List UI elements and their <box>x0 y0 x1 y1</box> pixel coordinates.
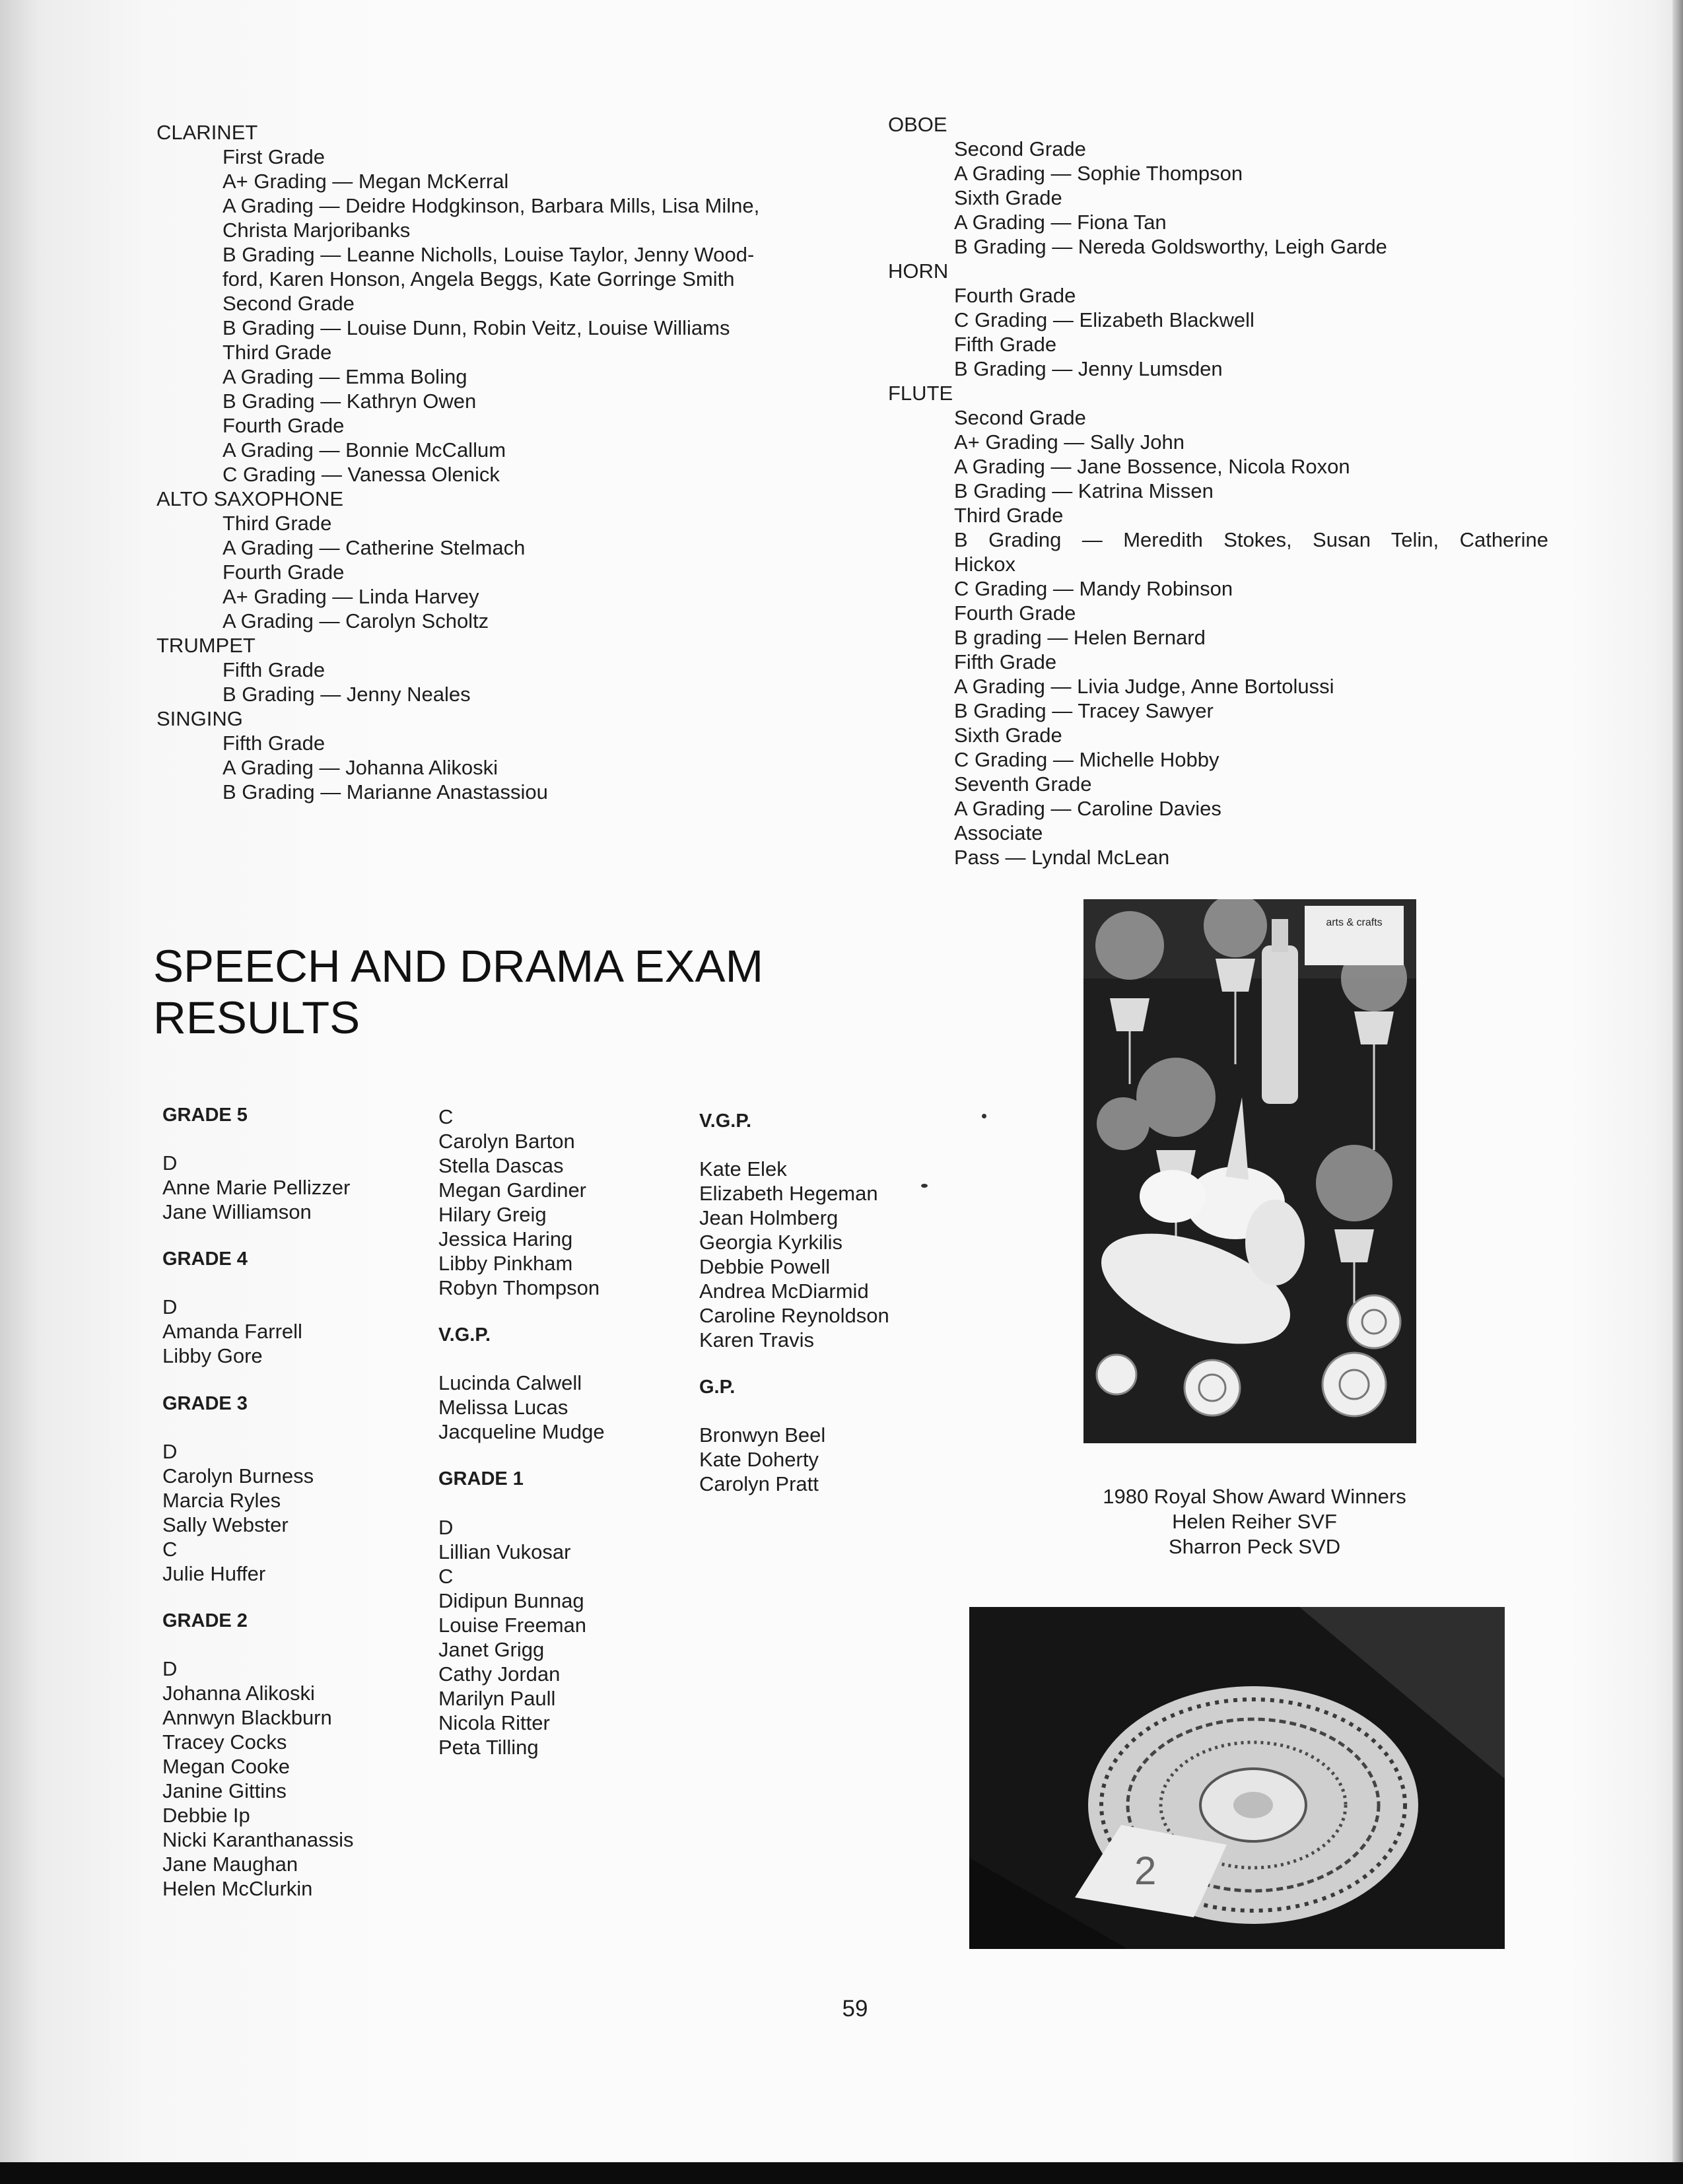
photo-caption-line-2: Helen Reiher SVF <box>1172 1510 1337 1533</box>
result-line: A Grading — Jane Bossence, Nicola Roxon <box>954 455 1350 478</box>
result-line: Fifth Grade <box>954 650 1057 673</box>
instrument-heading: Libby Gore <box>162 1344 263 1367</box>
result-line: ford, Karen Honson, Angela Beggs, Kate Gorringe Smith <box>223 267 735 290</box>
section-heading: G.P. <box>699 1377 736 1398</box>
royal-show-unicorn-photo <box>1083 899 1416 1443</box>
instrument-heading: Jessica Haring <box>438 1227 573 1250</box>
instrument-heading: C <box>438 1105 454 1128</box>
result-line: Second Grade <box>954 137 1086 160</box>
instrument-heading: Carolyn Barton <box>438 1130 575 1153</box>
result-line: A Grading — Fiona Tan <box>954 211 1167 234</box>
instrument-heading: FLUTE <box>888 382 953 405</box>
instrument-heading: Janine Gittins <box>162 1779 287 1802</box>
instrument-heading: Jane Maughan <box>162 1853 298 1876</box>
instrument-heading: Kate Elek <box>699 1157 787 1180</box>
instrument-heading: Megan Gardiner <box>438 1178 587 1202</box>
section-heading: V.G.P. <box>699 1110 752 1132</box>
result-line: Third Grade <box>223 512 332 535</box>
result-line: Third Grade <box>954 504 1064 527</box>
result-line: A+ Grading — Linda Harvey <box>223 585 479 608</box>
result-line: Hickox <box>954 553 1016 576</box>
result-line: C Grading — Elizabeth Blackwell <box>954 308 1254 331</box>
result-line: Fifth Grade <box>223 658 326 681</box>
instrument-heading: Marilyn Paull <box>438 1687 556 1710</box>
result-line: A Grading — Emma Boling <box>223 365 467 388</box>
result-line: Second Grade <box>223 292 355 315</box>
result-line: Third Grade <box>223 341 332 364</box>
instrument-heading: Jacqueline Mudge <box>438 1420 605 1443</box>
result-line: C Grading — Michelle Hobby <box>954 748 1219 771</box>
instrument-heading: Carolyn Burness <box>162 1464 314 1487</box>
instrument-heading: Karen Travis <box>699 1328 815 1351</box>
page-edge-right <box>1672 0 1683 2184</box>
photo-caption-line-3: Sharron Peck SVD <box>1168 1535 1341 1558</box>
instrument-heading: Nicki Karanthanassis <box>162 1828 354 1851</box>
arts-crafts-sign-text: arts & crafts <box>1326 917 1383 928</box>
result-line: Sixth Grade <box>954 186 1062 209</box>
instrument-heading: Jane Williamson <box>162 1200 312 1223</box>
instrument-heading: Helen McClurkin <box>162 1877 313 1900</box>
result-line: A Grading — Deidre Hodgkinson, Barbara Mills, Lisa Milne, <box>223 194 760 217</box>
doily-image <box>969 1607 1505 1949</box>
page-edge-bottom <box>0 2162 1683 2184</box>
instrument-heading: Kate Doherty <box>699 1448 819 1471</box>
instrument-heading: D <box>162 1657 178 1680</box>
instrument-heading: D <box>438 1516 454 1539</box>
instrument-heading: Debbie Powell <box>699 1255 831 1278</box>
instrument-heading: Tracey Cocks <box>162 1730 287 1754</box>
instrument-heading: Debbie Ip <box>162 1804 250 1827</box>
instrument-heading: Annwyn Blackburn <box>162 1706 332 1729</box>
result-line: B Grading — Katrina Missen <box>954 479 1214 502</box>
result-line: B Grading — Nereda Goldsworthy, Leigh Garde <box>954 235 1387 258</box>
instrument-heading: TRUMPET <box>156 634 256 657</box>
instrument-heading: D <box>162 1440 178 1463</box>
result-line: A Grading — Bonnie McCallum <box>223 438 506 461</box>
result-line: A+ Grading — Megan McKerral <box>223 170 509 193</box>
ribbon-number: 2 <box>1134 1849 1157 1893</box>
section-heading: GRADE 5 <box>162 1105 248 1126</box>
doily-award-photo <box>969 1607 1505 1949</box>
instrument-heading: Robyn Thompson <box>438 1276 600 1299</box>
instrument-heading: Jean Holmberg <box>699 1206 839 1229</box>
instrument-heading: Caroline Reynoldson <box>699 1304 889 1327</box>
section-heading: GRADE 2 <box>162 1610 248 1631</box>
result-line: A Grading — Sophie Thompson <box>954 162 1243 185</box>
instrument-heading: Elizabeth Hegeman <box>699 1182 878 1205</box>
result-line: B Grading — Tracey Sawyer <box>954 699 1214 722</box>
result-line: A Grading — Johanna Alikoski <box>223 756 498 779</box>
instrument-heading: Anne Marie Pellizzer <box>162 1176 351 1199</box>
instrument-heading: Amanda Farrell <box>162 1320 302 1343</box>
result-line: Fifth Grade <box>954 333 1057 356</box>
instrument-heading: Carolyn Pratt <box>699 1472 819 1495</box>
result-line: Fourth Grade <box>223 561 345 584</box>
instrument-heading: Hilary Greig <box>438 1203 547 1226</box>
instrument-heading: Lillian Vukosar <box>438 1540 571 1563</box>
result-line: Christa Marjoribanks <box>223 219 411 242</box>
result-line: Seventh Grade <box>954 772 1092 796</box>
result-line: First Grade <box>223 145 326 168</box>
result-line: Sixth Grade <box>954 724 1062 747</box>
instrument-heading: D <box>162 1295 178 1318</box>
instrument-heading: Johanna Alikoski <box>162 1682 315 1705</box>
instrument-heading: Julie Huffer <box>162 1562 266 1585</box>
result-line: B Grading — Marianne Anastassiou <box>223 780 548 803</box>
result-line: B Grading — Louise Dunn, Robin Veitz, Louise Williams <box>223 316 730 339</box>
result-line: Fourth Grade <box>954 284 1076 307</box>
instrument-heading: C <box>438 1565 454 1588</box>
instrument-heading: Bronwyn Beel <box>699 1423 826 1447</box>
result-line: Pass — Lyndal McLean <box>954 846 1170 869</box>
instrument-heading: Megan Cooke <box>162 1755 291 1778</box>
result-line: Second Grade <box>954 406 1086 429</box>
instrument-heading: Janet Grigg <box>438 1638 545 1661</box>
section-heading: GRADE 3 <box>162 1393 248 1414</box>
result-line: Associate <box>954 821 1043 844</box>
instrument-heading: Stella Dascas <box>438 1154 564 1177</box>
instrument-heading: Cathy Jordan <box>438 1662 561 1686</box>
instrument-heading: ALTO SAXOPHONE <box>156 487 344 510</box>
result-line: C Grading — Vanessa Olenick <box>223 463 500 486</box>
result-line: B Grading — Leanne Nicholls, Louise Taylor, Jenny Wood- <box>223 243 755 266</box>
result-line: Fifth Grade <box>223 732 326 755</box>
result-line: B Grading — Kathryn Owen <box>223 390 477 413</box>
photo-caption-line-1: 1980 Royal Show Award Winners <box>1103 1485 1406 1508</box>
result-line: Fourth Grade <box>954 601 1076 625</box>
result-line: B Grading — Meredith Stokes, Susan Telin, Catherine <box>954 528 1548 551</box>
instrument-heading: D <box>162 1151 178 1175</box>
instrument-heading: Peta Tilling <box>438 1736 539 1759</box>
result-line: Fourth Grade <box>223 414 345 437</box>
instrument-heading: SINGING <box>156 707 243 730</box>
instrument-heading: Melissa Lucas <box>438 1396 568 1419</box>
result-line: A Grading — Catherine Stelmach <box>223 536 526 559</box>
result-line: C Grading — Mandy Robinson <box>954 577 1233 600</box>
result-line: A Grading — Carolyn Scholtz <box>223 609 489 632</box>
result-line: A Grading — Caroline Davies <box>954 797 1221 820</box>
instrument-heading: Sally Webster <box>162 1513 289 1536</box>
instrument-heading: C <box>162 1538 178 1561</box>
unicorn-display-image <box>1083 899 1416 1443</box>
instrument-heading: Didipun Bunnag <box>438 1589 584 1612</box>
instrument-heading: CLARINET <box>156 121 258 144</box>
instrument-heading: Andrea McDiarmid <box>699 1280 869 1303</box>
section-heading: V.G.P. <box>438 1324 491 1346</box>
page-number: 59 <box>842 1996 868 2022</box>
instrument-heading: Lucinda Calwell <box>438 1371 582 1394</box>
instrument-heading: HORN <box>888 259 949 283</box>
instrument-heading: Louise Freeman <box>438 1614 587 1637</box>
result-line: A+ Grading — Sally John <box>954 430 1185 454</box>
speech-drama-heading: SPEECH AND DRAMA EXAM RESULTS <box>153 941 764 1043</box>
print-speck <box>982 1114 986 1118</box>
section-heading: GRADE 4 <box>162 1248 248 1270</box>
section-heading: GRADE 1 <box>438 1468 524 1489</box>
instrument-heading: Marcia Ryles <box>162 1489 281 1512</box>
result-line: A Grading — Livia Judge, Anne Bortolussi <box>954 675 1334 698</box>
result-line: B grading — Helen Bernard <box>954 626 1206 649</box>
print-speck <box>921 1184 928 1188</box>
instrument-heading: Georgia Kyrkilis <box>699 1231 843 1254</box>
result-line: B Grading — Jenny Neales <box>223 683 471 706</box>
result-line: B Grading — Jenny Lumsden <box>954 357 1223 380</box>
instrument-heading: Nicola Ritter <box>438 1711 550 1734</box>
instrument-heading: Libby Pinkham <box>438 1252 573 1275</box>
instrument-heading: OBOE <box>888 113 947 136</box>
